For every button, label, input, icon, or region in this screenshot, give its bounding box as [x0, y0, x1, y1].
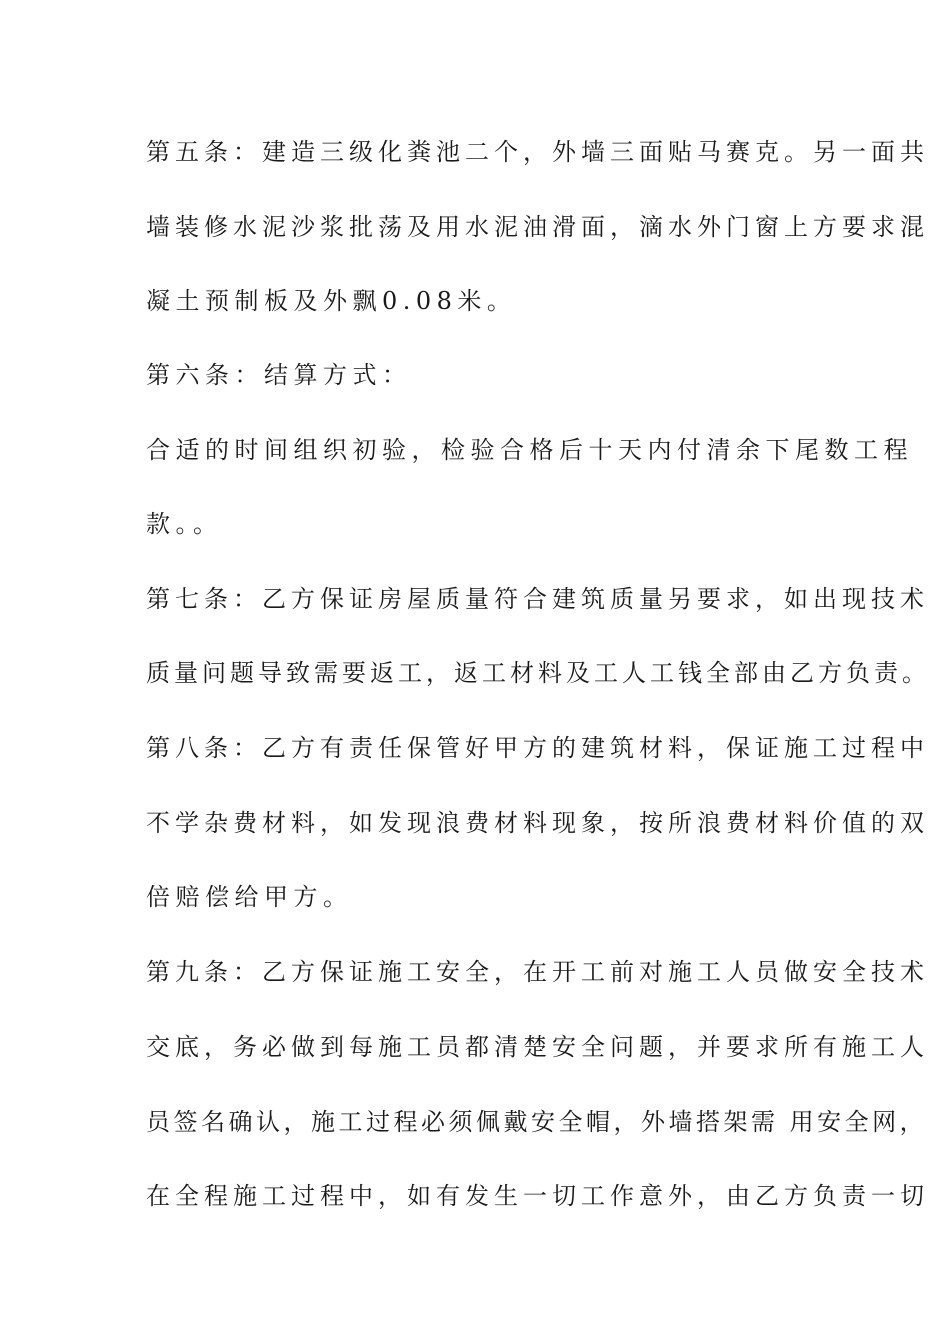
text-line: 款。。 [146, 510, 223, 538]
text-line: 第五条：建造三级化粪池二个，外墙三面贴马赛克。另一面共 [146, 138, 929, 166]
text-line: 交底，务必做到每施工员都清楚安全问题，并要求所有施工人 [146, 1033, 929, 1061]
text-line: 第九条：乙方保证施工安全，在开工前对施工人员做安全技术 [146, 958, 929, 986]
text-line: 合适的时间组织初验，检验合格后十天内付清余下尾数工程 [146, 436, 913, 464]
text-line: 不学杂费材料，如发现浪费材料现象，按所浪费材料价值的双 [146, 809, 929, 837]
text-line: 墙装修水泥沙浆批荡及用水泥油滑面，滴水外门窗上方要求混 [146, 213, 929, 241]
text-line: 第八条：乙方有责任保管好甲方的建筑材料，保证施工过程中 [146, 734, 929, 762]
text-line: 质量问题导致需要返工，返工材料及工人工钱全部由乙方负责。 [146, 659, 930, 687]
text-line: 凝土预制板及外飘0.08米。 [146, 287, 517, 315]
text-line: 在全程施工过程中，如有发生一切工作意外，由乙方负责一切 [146, 1182, 929, 1210]
text-line: 员签名确认，施工过程必须佩戴安全帽，外墙搭架需 用安全网， [146, 1108, 928, 1136]
text-line: 第七条：乙方保证房屋质量符合建筑质量另要求，如出现技术 [146, 585, 929, 613]
text-line: 第六条：结算方式： [146, 361, 412, 389]
text-line: 倍赔偿给甲方。 [146, 883, 353, 911]
